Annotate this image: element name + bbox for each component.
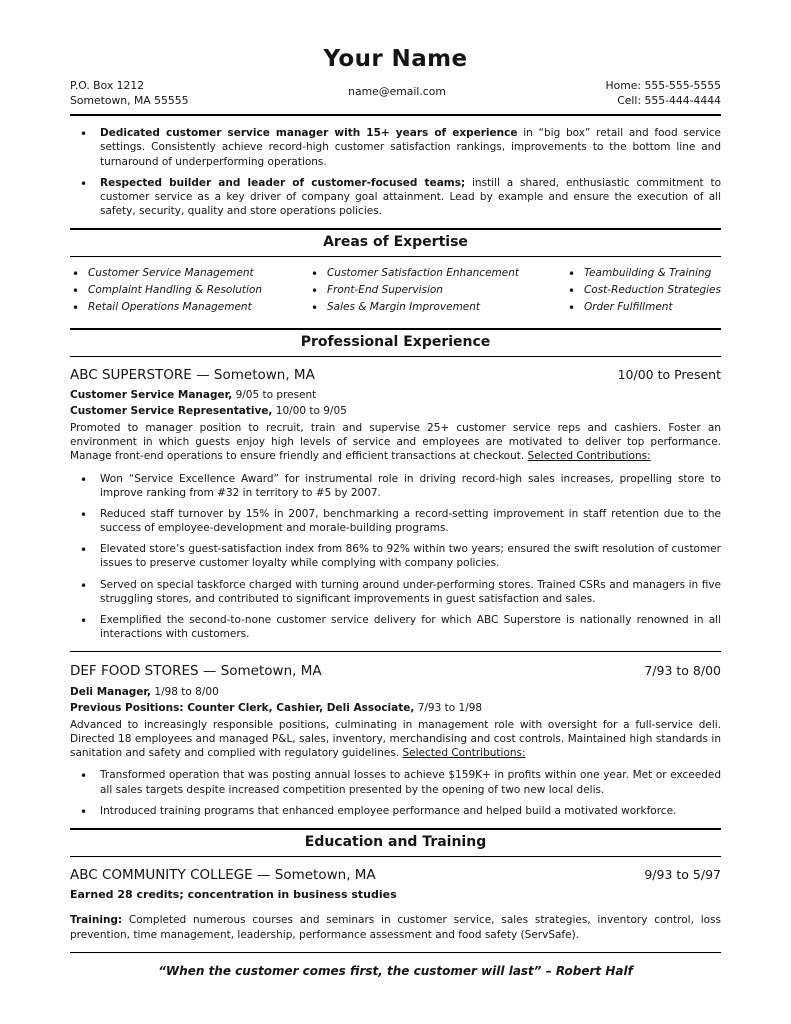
job-bullet: • Won “Service Excellence Award” for instrumental role in driving record-high sales increases, propelling store to improve ranking from #32 in territory to #5 by 2007. (70, 472, 721, 500)
expertise-item: • Teambuilding & Training (566, 266, 721, 280)
expertise-item: • Cost-Reduction Strategies (566, 283, 721, 297)
contact-email: name@email.com (348, 85, 446, 99)
expertise-column-2 (309, 266, 519, 318)
resume-header (70, 44, 721, 116)
company-name: ABC SUPERSTORE — Sometown, MA (70, 366, 315, 383)
phone-cell: Cell: 555-444-4444 (617, 93, 721, 107)
job-role: Deli Manager, (70, 685, 152, 698)
resume-footer (70, 952, 721, 979)
header-divider (70, 114, 721, 116)
education-header (70, 866, 721, 884)
job-title (70, 685, 721, 699)
school-name: ABC COMMUNITY COLLEGE — Sometown, MA (70, 866, 376, 883)
footer-quote: “When the customer comes first, the customer will last” – Robert Half (158, 963, 633, 978)
expertise-item: • Customer Satisfaction Enhancement (309, 266, 519, 280)
education-entry (70, 866, 721, 942)
address-line-2: Sometown, MA 55555 (70, 93, 189, 107)
selected-contributions-label: Selected Contributions: (527, 450, 651, 463)
summary-lead: Dedicated customer service manager with 15+ years of experience (100, 127, 518, 140)
summary-list (70, 126, 721, 218)
expertise-item: • Front-End Supervision (309, 283, 519, 297)
degree-line: Earned 28 credits; concentration in business studies (70, 888, 397, 901)
job-period: 7/93 to 1/98 (414, 701, 483, 714)
job-bullet: • Introduced training programs that enhanced employee performance and helped build a motivated workforce. (70, 804, 721, 818)
job-bullet-list (70, 472, 721, 642)
expertise-item: • Sales & Margin Improvement (309, 300, 519, 314)
job-title (70, 701, 721, 715)
job-bullet: • Reduced staff turnover by 15% in 2007, benchmarking a record-setting improvement in staff retention due to the success of employee-development and morale-building programs. (70, 507, 721, 535)
job-description (70, 421, 721, 464)
job-header (70, 366, 721, 384)
job-bullet: • Elevated store’s guest-satisfaction index from 86% to 92% within two years; ensured the swift resolution of customer issues to preserve customer loyalty while complying with company policies. (70, 542, 721, 570)
summary-lead: Respected builder and leader of customer-focused teams; (100, 176, 466, 189)
job-entry (70, 366, 721, 642)
expertise-column-3 (566, 266, 721, 318)
job-role: Customer Service Manager, (70, 388, 233, 401)
summary-item (70, 176, 721, 219)
job-entry (70, 662, 721, 818)
summary-text: instill a shared, enthusiastic commitment to customer service as a key driver of company goal attainment. Lead by example and ensure the execution of all safety, security, quality and store operations policies. (100, 176, 721, 218)
section-heading-education: Education and Training (70, 828, 721, 857)
job-role: Previous Positions: Counter Clerk, Cashier, Deli Associate, (70, 701, 415, 714)
summary-item (70, 126, 721, 169)
contact-row (70, 79, 721, 108)
job-divider (70, 651, 721, 652)
job-bullet: • Transformed operation that was posting annual losses to achieve $159K+ in profits within one year. Met or exceeded all sales targets despite increased competition presented by the opening of two new local delis. (70, 768, 721, 796)
training-label: Training: (70, 914, 123, 927)
footer-divider (70, 952, 721, 953)
expertise-item: • Order Fulfillment (566, 300, 721, 314)
job-description-text: Advanced to increasingly responsible positions, culminating in management role with oversight for a full-service deli. Directed 18 employees and managed P&L, sales, inventory, merchandising and cost controls. Maintained high standards in sanitation and safety and complied with regulatory guidelines. (70, 718, 721, 760)
job-title (70, 388, 721, 402)
selected-contributions-label: Selected Contributions: (402, 747, 526, 760)
candidate-name: Your Name (323, 46, 468, 72)
company-name: DEF FOOD STORES — Sometown, MA (70, 663, 322, 680)
phone-home: Home: 555-555-5555 (605, 79, 721, 93)
expertise-columns (70, 266, 721, 318)
expertise-item: • Retail Operations Management (70, 300, 262, 314)
expertise-column-1 (70, 266, 262, 318)
job-period: 10/00 to 9/05 (272, 404, 347, 417)
date-range: 10/00 to Present (617, 366, 721, 382)
job-title (70, 404, 721, 418)
date-range: 9/93 to 5/97 (644, 866, 721, 882)
job-description (70, 718, 721, 761)
job-bullet: • Served on special taskforce charged with turning around under-performing stores. Trained CSRs and managers in five struggling stores, and contributed to significant improvements in guest satisfaction and sales. (70, 578, 721, 606)
expertise-item: • Complaint Handling & Resolution (70, 283, 262, 297)
contact-address (70, 79, 188, 108)
job-bullet: • Exemplified the second-to-none customer service delivery for which ABC Superstore is nationally renowned in all interactions with customers. (70, 613, 721, 641)
section-heading-expertise: Areas of Expertise (70, 228, 721, 257)
date-range: 7/93 to 8/00 (644, 663, 721, 679)
job-role: Customer Service Representative, (70, 404, 273, 417)
expertise-item: • Customer Service Management (70, 266, 262, 280)
address-line-1: P.O. Box 1212 (70, 79, 145, 93)
contact-phones (606, 79, 721, 108)
job-header (70, 662, 721, 680)
training-paragraph (70, 913, 721, 941)
job-bullet-list (70, 768, 721, 818)
job-period: 1/98 to 8/00 (151, 685, 219, 698)
summary-text: in “big box” retail and food service settings. Consistently achieve record-high customer satisfaction rankings, improvements to the bottom line and turnaround of underperforming operations. (100, 127, 721, 168)
job-description-text: Promoted to manager position to recruit, train and supervise 25+ customer service reps and cashiers. Foster an environment in which guests enjoy high levels of service and employees are motivated to deliver top performance. Manage front-end operations to ensure friendly and efficient transactions at checkout. (70, 422, 721, 463)
job-period: 9/05 to present (232, 388, 317, 401)
section-heading-experience: Professional Experience (70, 328, 721, 357)
training-text: Completed numerous courses and seminars in customer service, sales strategies, inventory control, loss prevention, time management, leadership, performance assessment and food safety (ServSafe). (70, 914, 721, 941)
